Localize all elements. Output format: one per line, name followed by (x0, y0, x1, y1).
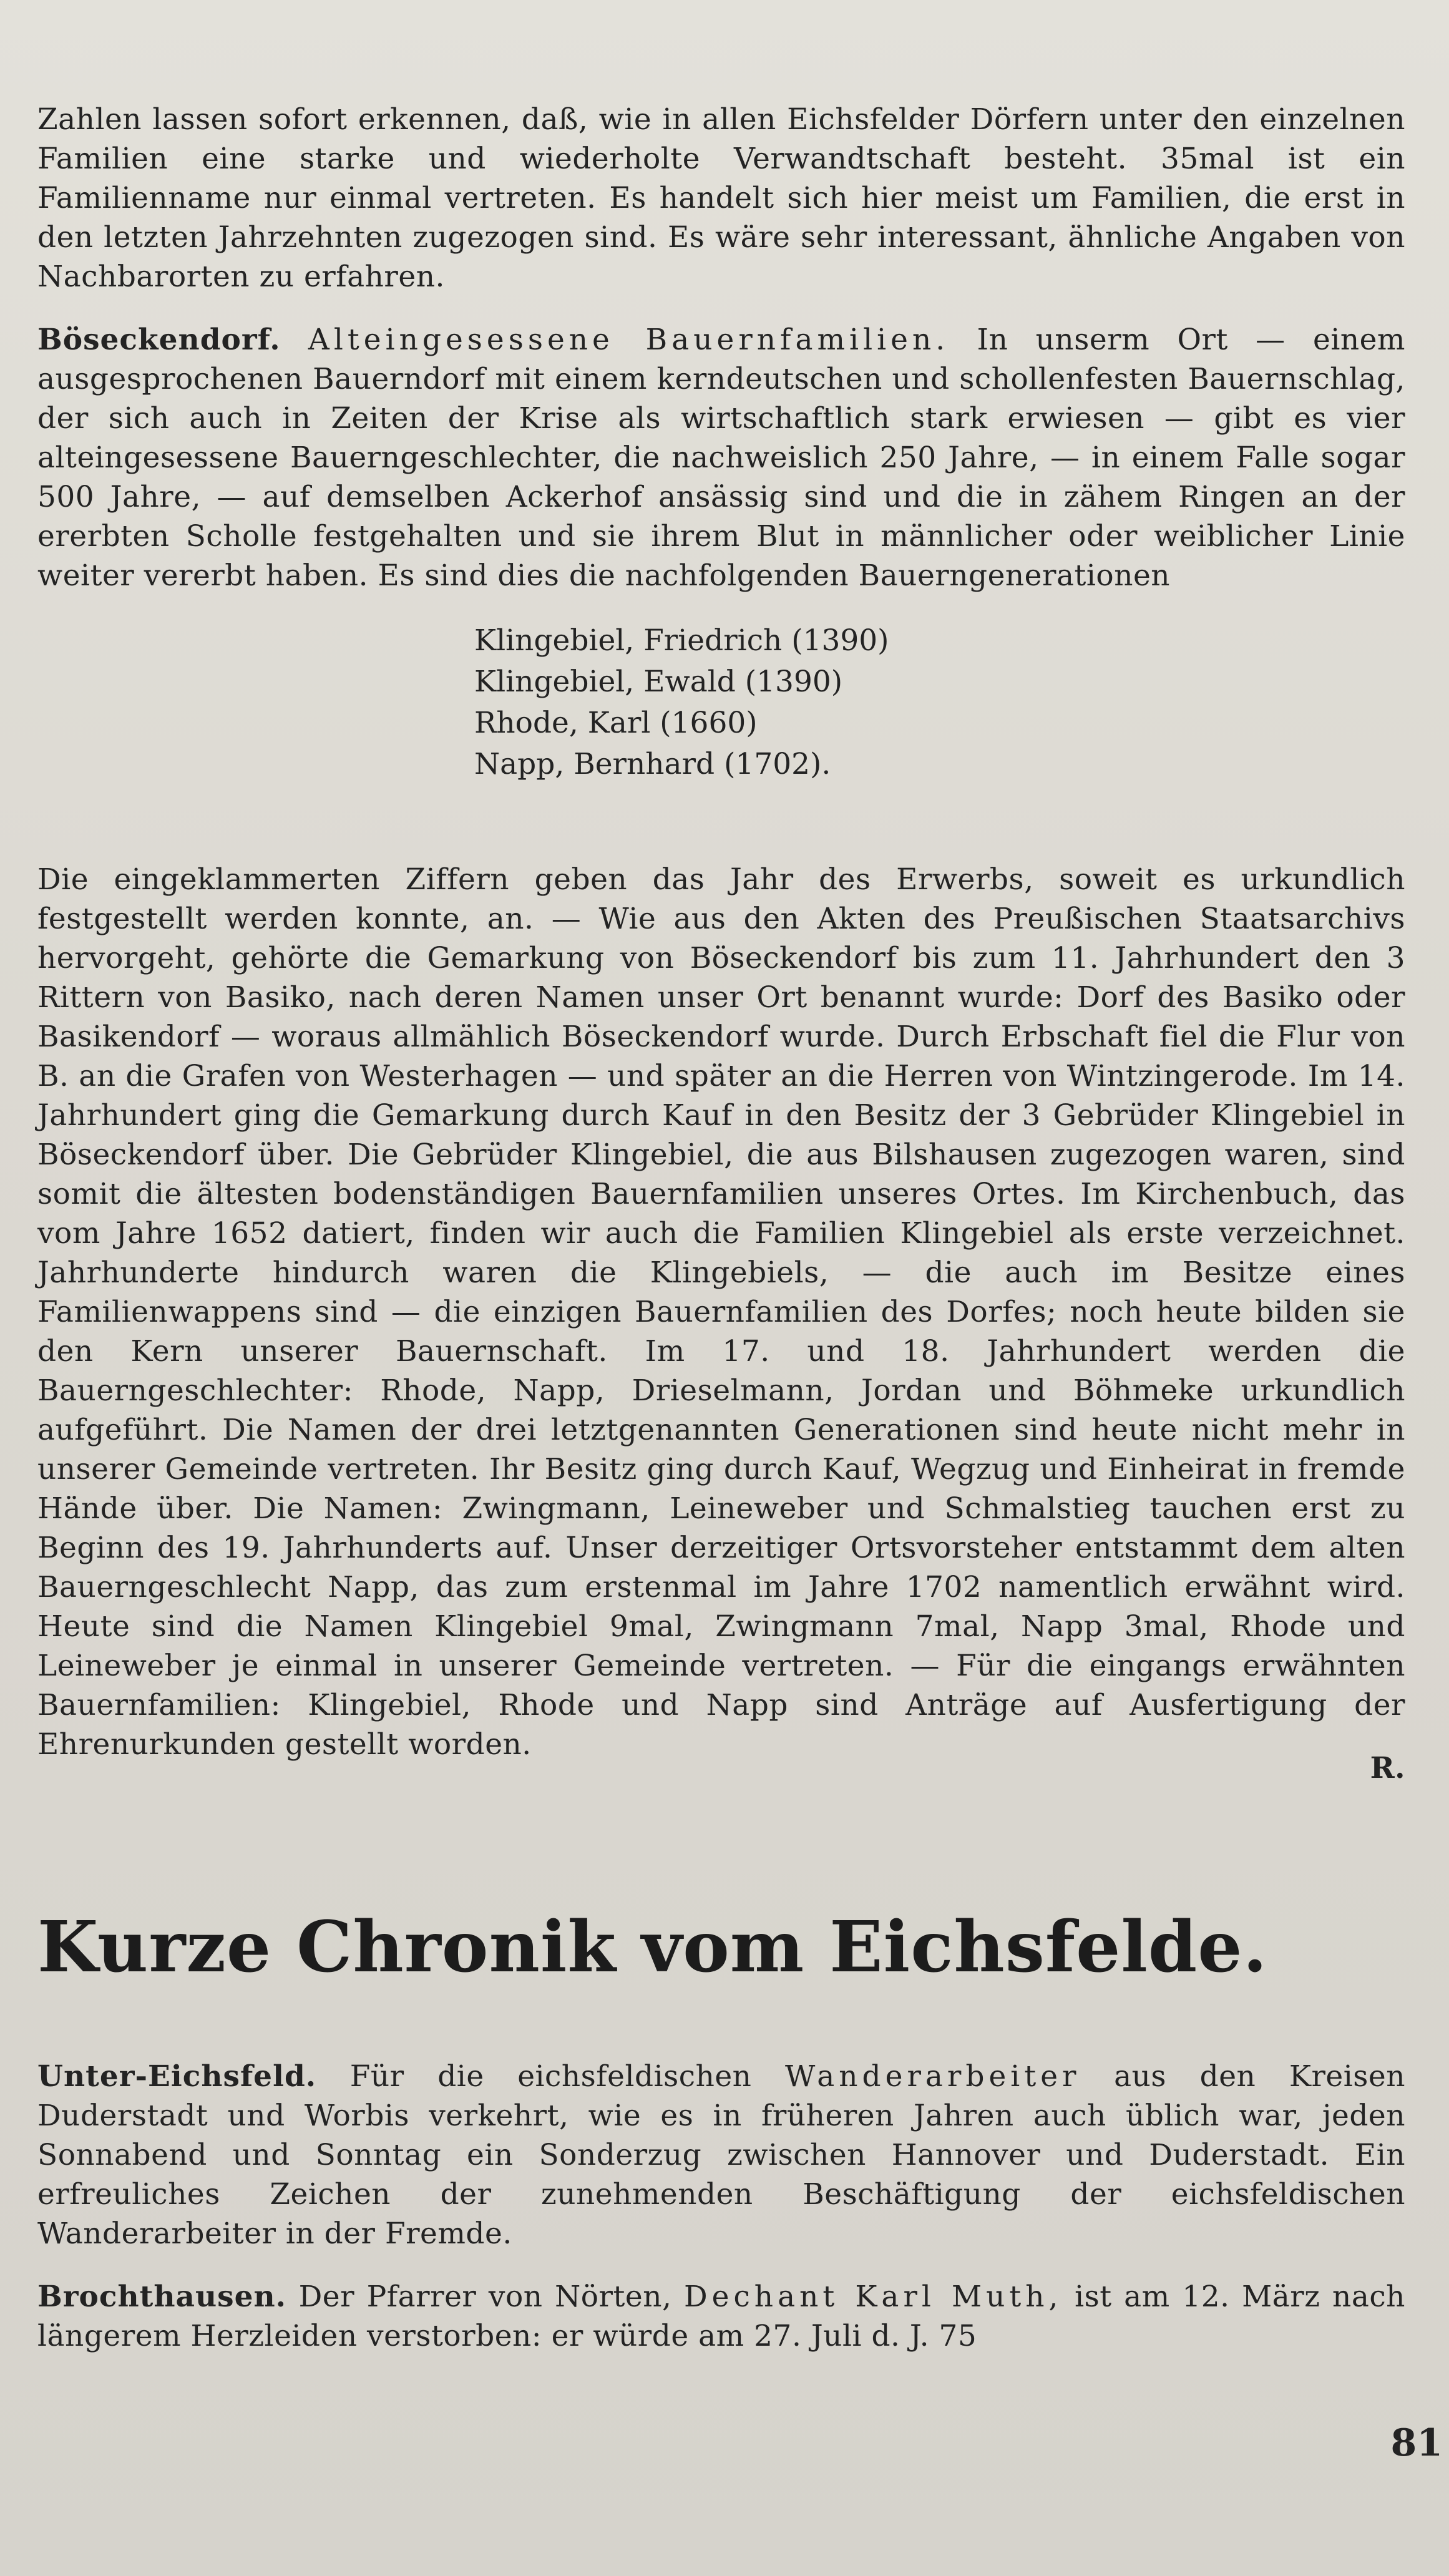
family-entry: Klingebiel, Ewald (1390) (474, 665, 843, 699)
unter-eichsfeld-place: Unter-Eichsfeld. (37, 2059, 317, 2094)
boeseckendorf-place: Böseckendorf. (37, 323, 281, 357)
page-number: 81 (1390, 2421, 1443, 2465)
unter-eichsfeld-spaced: Wanderarbeiter (785, 2059, 1081, 2094)
intro-paragraph (37, 100, 1405, 296)
family-entry: Klingebiel, Friedrich (1390) (474, 623, 889, 658)
brochthausen-text-after: ist am 12. März nach längerem Herzleiden verstorben: er würde am 27. Juli d. J. 75 (37, 2280, 1405, 2353)
brochthausen-text-before: Der Pfarrer von Nörten, (298, 2280, 672, 2314)
brochthausen-place: Brochthausen. (37, 2280, 287, 2314)
unter-eichsfeld-text-before: Für die eichsfeldischen (349, 2059, 752, 2094)
boeseckendorf-subject: Alteingesessene Bauernfamilien. (308, 323, 950, 357)
author-signature: R. (1370, 1751, 1405, 1785)
history-paragraph (37, 860, 1405, 1764)
unter-eichsfeld-paragraph (37, 2057, 1405, 2253)
brochthausen-paragraph (37, 2277, 1405, 2356)
family-entry: Napp, Bernhard (1702). (474, 747, 831, 781)
history-text: Die eingeklammerten Ziffern geben das Jahr des Erwerbs, soweit es urkundlich festgestellt werden konnte, an. — Wie aus den Akten des Preußischen Staatsarchivs hervorgeht, gehörte die Gemarkung von Böseckendorf bis zum 11. Jahrhundert den 3 Rittern von Basiko, nach deren Namen unser Ort benannt wurde: Dorf des Basiko oder Basikendorf — woraus allmählich Böseckendorf wurde. Durch Erbschaft fiel die Flur von B. an die Grafen von Westerhagen — und später an die Herren von Wintzingerode. Im 14. Jahrhundert ging die Gemarkung durch Kauf in den Besitz der 3 Gebrüder Klingebiel in Böseckendorf über. Die Gebrüder Klingebiel, die aus Bilshausen zugezogen waren, sind somit die ältesten bodenständigen Bauernfamilien unseres Ortes. Im Kirchenbuch, das vom Jahre 1652 datiert, finden wir auch die Familien Klingebiel als erste verzeichnet. Jahrhunderte hindurch waren die Klingebiels, — die auch im Besitze eines Familienwappens sind — die einzigen Bauernfamilien des Dorfes; noch heute bilden sie den Kern unserer Bauernschaft. Im 17. und 18. Jahrhundert werden die Bauerngeschlechter: Rhode, Napp, Drieselmann, Jordan und Böhmeke urkundlich aufgeführt. Die Namen der drei letztgenannten Generationen sind heute nicht mehr in unserer Gemeinde vertreten. Ihr Besitz ging durch Kauf, Wegzug und Einheirat in fremde Hände über. Die Namen: Zwingmann, Leineweber und Schmalstieg tauchen erst zu Beginn des 19. Jahrhunderts auf. Unser derzeitiger Ortsvorsteher entstammt dem alten Bauerngeschlecht Napp, das zum erstenmal im Jahre 1702 namentlich erwähnt wird. Heute sind die Namen Klingebiel 9mal, Zwingmann 7mal, Napp 3mal, Rhode und Leineweber je einmal in unserer Gemeinde vertreten. — Für die eingangs erwähnten Bauernfamilien: Klingebiel, Rhode und Napp sind Anträge auf Ausfertigung der Ehrenurkunden gestellt worden. (37, 862, 1405, 1762)
family-entry: Rhode, Karl (1660) (474, 706, 758, 740)
intro-text: Zahlen lassen sofort erkennen, daß, wie in allen Eichsfelder Dörfern unter den einzelnen Familien eine starke und wiederholte Verwandtschaft besteht. 35mal ist ein Familienname nur einmal vertreten. Es handelt sich hier meist um Familien, die erst in den letzten Jahrzehnten zugezogen sind. Es wäre sehr interessant, ähnliche Angaben von Nachbarorten zu erfahren. (37, 102, 1405, 294)
boeseckendorf-text: In unserm Ort — einem ausgesprochenen Bauerndorf mit einem kerndeutschen und schollenfesten Bauernschlag, der sich auch in Zeiten der Krise als wirtschaftlich stark erwiesen — gibt es vier alteingesessene Bauerngeschlechter, die nachweislich 250 Jahre, — in einem Falle sogar 500 Jahre, — auf demselben Ackerhof ansässig sind und die in zähem Ringen an der ererbten Scholle festgehalten und sie ihrem Blut in männlicher oder weiblicher Linie weiter vererbt haben. Es sind dies die nachfolgenden Bauerngenerationen (37, 323, 1405, 593)
brochthausen-spaced: Dechant Karl Muth, (683, 2280, 1063, 2314)
chronicle-heading: Kurze Chronik vom Eichsfelde. (37, 1906, 1268, 1988)
family-list (474, 620, 1405, 785)
unter-eichsfeld-text-after: aus den Kreisen Duderstadt und Worbis verkehrt, wie es in früheren Jahren auch üblich war, jeden Sonnabend und Sonntag ein Sonderzug zwischen Hannover und Duderstadt. Ein erfreuliches Zeichen der zunehmenden Beschäftigung der eichsfeldischen Wanderarbeiter in der Fremde. (37, 2059, 1405, 2251)
boeseckendorf-paragraph (37, 320, 1405, 595)
